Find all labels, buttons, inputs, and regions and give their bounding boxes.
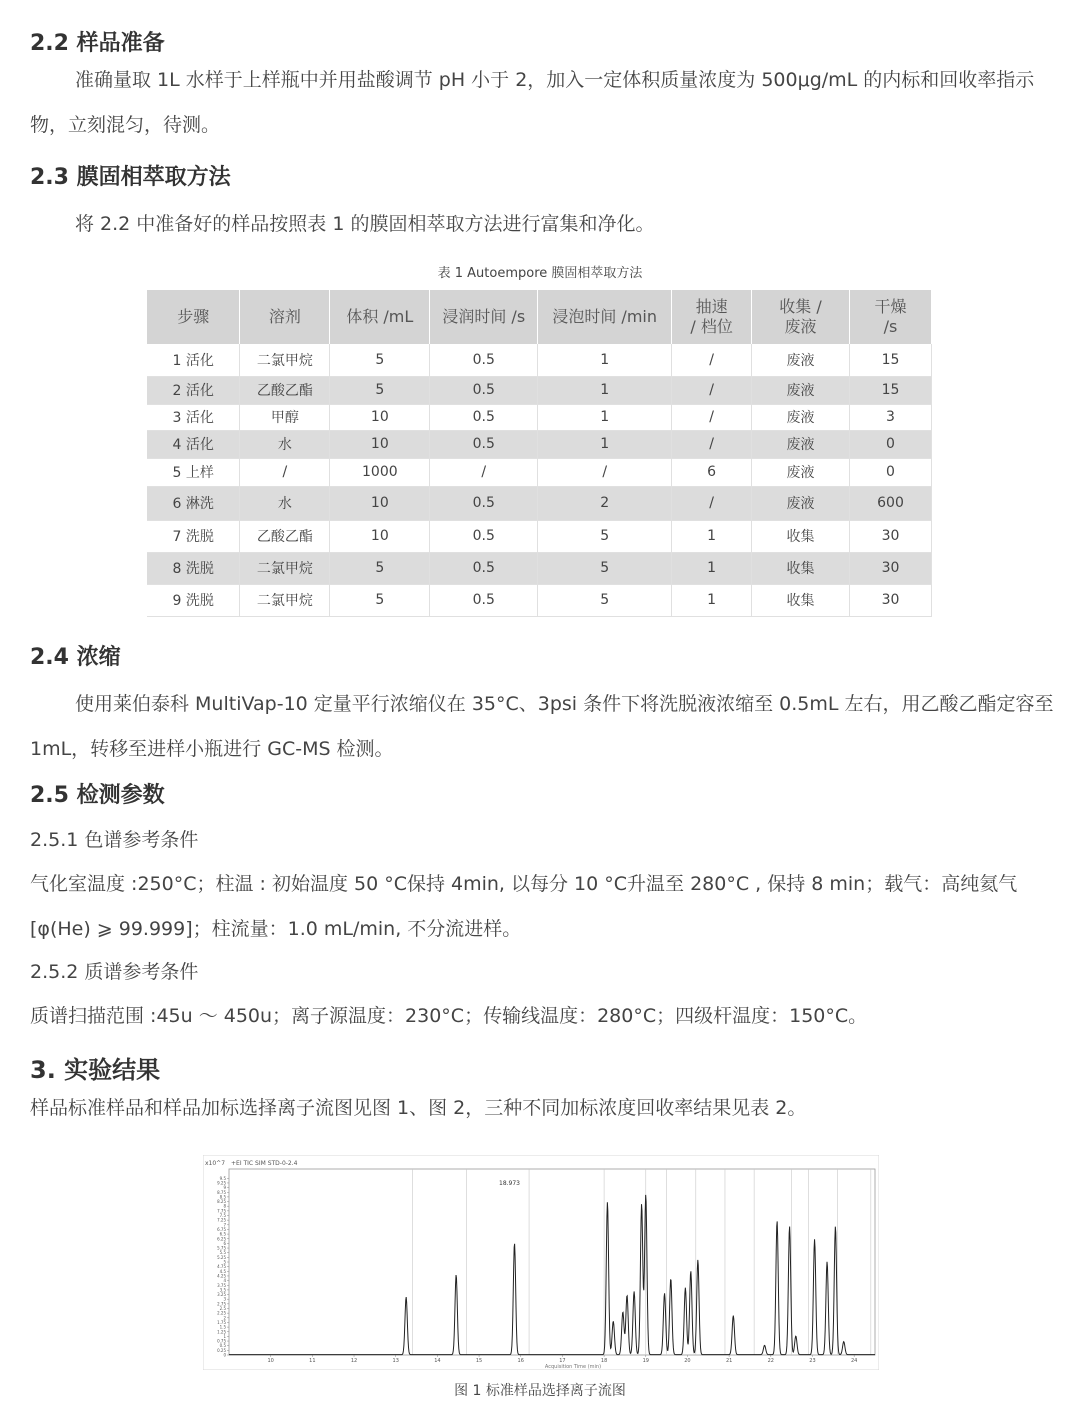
cell-pump: 1 [672,552,752,584]
cell-soak: 0.5 [430,552,538,584]
header-step [147,290,240,344]
cell-steep: 2 [538,486,672,520]
table-row [147,458,932,486]
cell-solvent: 乙酸乙酯 [240,376,330,404]
y-tick-label: 0.25 [217,1347,226,1353]
y-tick-label: 3.25 [217,1292,226,1298]
section-3-title: 3. 实验结果 [30,1056,161,1084]
cell-solvent: 二氯甲烷 [240,552,330,584]
table-row [147,404,932,430]
y-tick-label: 4.25 [217,1273,226,1279]
cell-dry: 30 [849,584,931,616]
section-2-5-title: 2.5 检测参数 [30,783,165,808]
y-tick-label: 1 [223,1333,226,1339]
header-steep-time [538,290,672,344]
chart-header-text: +EI TIC SIM STD-0-2.4 [231,1160,298,1167]
cell-soak: 0.5 [430,376,538,404]
cell-collect: 废液 [752,486,850,520]
header-text: 溶剂 [268,307,301,326]
x-tick-label: 14 [434,1358,441,1364]
table-header-row [147,290,932,344]
table-1 [147,290,932,617]
table-row [147,584,932,616]
y-tick-label: 9.5 [219,1175,226,1181]
header-collect [752,290,850,344]
y-tick-label: 2 [223,1315,226,1321]
cell-step: 6 淋洗 [147,486,240,520]
cell-step: 8 洗脱 [147,552,240,584]
header-volume [330,290,430,344]
table-row [147,486,932,520]
cell-dry: 30 [849,520,931,552]
cell-collect: 收集 [752,584,850,616]
header-text: 收集 / 废液 [779,297,822,336]
cell-step: 9 洗脱 [147,584,240,616]
y-tick-label: 1.75 [217,1319,226,1325]
cell-steep: 1 [538,430,672,458]
y-tick-label: 3 [223,1296,226,1302]
header-solvent [240,290,330,344]
x-tick-label: 17 [559,1358,566,1364]
cell-soak: 0.5 [430,486,538,520]
cell-collect: 废液 [752,404,850,430]
y-tick-label: 0 [223,1352,226,1358]
cell-solvent: 乙酸乙酯 [240,520,330,552]
cell-solvent: 水 [240,430,330,458]
y-tick-label: 6.5 [219,1231,226,1237]
y-tick-label: 3.75 [217,1282,226,1288]
figure-1-caption: 图 1 标准样品选择离子流图 [454,1383,626,1399]
y-tick-label: 5 [223,1259,226,1265]
cell-collect: 收集 [752,520,850,552]
x-tick-label: 20 [684,1358,691,1364]
header-text: 抽速 / 档位 [690,297,733,336]
cell-steep: 5 [538,584,672,616]
cell-volume: 1000 [330,458,430,486]
y-tick-label: 8.5 [219,1194,226,1200]
x-axis-title: Acquisition Time (min) [544,1364,602,1370]
x-tick-label: 13 [392,1358,399,1364]
x-tick-label: 15 [475,1358,483,1364]
header-pump-speed [672,290,752,344]
header-text: 步骤 [177,307,210,326]
x-tick-label: 12 [350,1358,358,1364]
cell-collect: 废液 [752,430,850,458]
cell-pump: 1 [672,520,752,552]
section-3-paragraph: 样品标准样品和样品加标选择离子流图见图 1、图 2，三种不同加标浓度回收率结果见表 2。 [30,1097,807,1119]
cell-steep: 5 [538,552,672,584]
cell-volume: 5 [330,376,430,404]
scale-label: x10^7 [205,1160,226,1167]
y-tick-label: 7.5 [219,1213,226,1218]
table-row [147,376,932,404]
y-tick-label: 0.5 [219,1343,226,1349]
cell-step: 3 活化 [147,404,240,430]
cell-dry: 0 [849,430,931,458]
cell-solvent: / [240,458,330,486]
cell-volume: 10 [330,486,430,520]
x-tick-label: 23 [809,1358,816,1364]
table-row [147,344,932,376]
section-2-3-paragraph: 将 2.2 中准备好的样品按照表 1 的膜固相萃取方法进行富集和净化。 [75,213,655,235]
y-tick-label: 6.75 [217,1226,226,1232]
cell-soak: 0.5 [430,584,538,616]
cell-collect: 废液 [752,376,850,404]
cell-pump: / [672,486,752,520]
cell-soak: 0.5 [430,430,538,458]
y-tick-label: 5.75 [217,1245,226,1251]
y-tick-label: 9 [223,1185,226,1191]
cell-dry: 0 [849,458,931,486]
table-row [147,520,932,552]
y-tick-label: 0.75 [217,1338,226,1344]
y-tick-label: 1.25 [217,1329,226,1335]
cell-pump: 1 [672,584,752,616]
x-tick-label: 11 [309,1358,316,1364]
cell-dry: 600 [849,486,931,520]
cell-pump: / [672,404,752,430]
header-soak-time [430,290,538,344]
cell-dry: 3 [849,404,931,430]
section-2-5-2-subtitle: 2.5.2 质谱参考条件 [30,961,199,983]
header-text: 干燥 /s [874,297,907,336]
cell-collect: 收集 [752,552,850,584]
y-tick-label: 4 [223,1278,226,1284]
cell-soak: 0.5 [430,520,538,552]
x-tick-label: 18 [600,1358,608,1364]
cell-volume: 5 [330,552,430,584]
cell-dry: 30 [849,552,931,584]
table-row [147,430,932,458]
cell-dry: 15 [849,376,931,404]
cell-volume: 10 [330,520,430,552]
y-tick-label: 5.25 [217,1254,226,1260]
x-tick-label: 24 [850,1358,858,1364]
y-tick-label: 7.25 [217,1217,226,1223]
table-row [147,552,932,584]
cell-solvent: 水 [240,486,330,520]
y-tick-label: 6.25 [217,1236,226,1242]
cell-volume: 10 [330,404,430,430]
header-text: 浸润时间 /s [442,307,526,326]
cell-pump: / [672,430,752,458]
y-tick-label: 8.75 [217,1189,226,1195]
cell-volume: 5 [330,344,430,376]
cell-pump: 6 [672,458,752,486]
x-tick-label: 19 [642,1358,649,1364]
x-tick-label: 21 [725,1358,733,1364]
cell-solvent: 二氯甲烷 [240,344,330,376]
y-tick-label: 5.5 [219,1250,226,1256]
cell-steep: 1 [538,344,672,376]
cell-steep: / [538,458,672,486]
y-tick-label: 3.5 [219,1287,226,1293]
cell-pump: / [672,376,752,404]
section-2-2-title: 2.2 样品准备 [30,31,165,56]
cell-steep: 1 [538,404,672,430]
cell-pump: / [672,344,752,376]
y-tick-label: 1.5 [219,1324,226,1330]
cell-step: 1 活化 [147,344,240,376]
header-text: 浸泡时间 /min [552,307,657,326]
cell-volume: 5 [330,584,430,616]
x-tick-label: 16 [517,1358,524,1364]
chromatogram-svg [203,1155,879,1370]
cell-step: 7 洗脱 [147,520,240,552]
y-tick-label: 2.5 [219,1306,226,1311]
cell-soak: / [430,458,538,486]
section-2-5-1-paragraph: 气化室温度 :250°C；柱温 : 初始温度 50 °C保持 4min, 以每分 10 °C升温至 280°C , 保持 8 min；载气：高纯氦气 [φ(He) ⩾ 99.999]；柱流量：1.0 mL/min, 不分流进样。 [30,873,1018,940]
cell-dry: 15 [849,344,931,376]
y-tick-label: 2.75 [217,1301,226,1307]
section-2-4-title: 2.4 浓缩 [30,645,121,670]
header-text: 体积 /mL [346,307,414,326]
x-tick-label: 22 [767,1358,774,1364]
cell-solvent: 二氯甲烷 [240,584,330,616]
cell-collect: 废液 [752,344,850,376]
cell-solvent: 甲醇 [240,404,330,430]
y-tick-label: 8.25 [217,1199,226,1205]
section-2-2-paragraph: 准确量取 1L 水样于上样瓶中并用盐酸调节 pH 小于 2，加入一定体积质量浓度为 500μg/mL 的内标和回收率指示物，立刻混匀，待测。 [30,69,1035,136]
peak-rt-label: 18.973 [499,1180,520,1187]
section-2-5-1-subtitle: 2.5.1 色谱参考条件 [30,829,199,851]
table-1-caption: 表 1 Autoempore 膜固相萃取方法 [437,266,643,281]
y-tick-label: 2.25 [217,1310,226,1316]
y-tick-label: 6 [223,1240,226,1246]
cell-soak: 0.5 [430,404,538,430]
y-tick-label: 9.25 [217,1180,226,1186]
section-2-4-paragraph: 使用莱伯泰科 MultiVap-10 定量平行浓缩仪在 35°C、3psi 条件下将洗脱液浓缩至 0.5mL 左右，用乙酸乙酯定容至 1mL，转移至进样小瓶进行 GC-MS 检测。 [30,693,1054,760]
cell-soak: 0.5 [430,344,538,376]
cell-steep: 5 [538,520,672,552]
x-tick-label: 10 [267,1358,274,1364]
cell-collect: 废液 [752,458,850,486]
section-2-3-title: 2.3 膜固相萃取方法 [30,165,231,190]
figure-1-chromatogram [203,1155,879,1370]
y-tick-label: 4.75 [217,1264,226,1270]
y-tick-label: 4.5 [219,1268,226,1274]
section-2-5-2-paragraph: 质谱扫描范围 :45u ～ 450u；离子源温度：230°C；传输线温度：280°C；四级杆温度：150°C。 [30,1005,868,1027]
cell-step: 2 活化 [147,376,240,404]
y-tick-label: 7.75 [217,1208,226,1214]
header-dry [849,290,931,344]
cell-volume: 10 [330,430,430,458]
cell-step: 5 上样 [147,458,240,486]
y-tick-label: 8 [223,1203,226,1209]
cell-step: 4 活化 [147,430,240,458]
y-tick-label: 7 [223,1222,226,1228]
cell-steep: 1 [538,376,672,404]
